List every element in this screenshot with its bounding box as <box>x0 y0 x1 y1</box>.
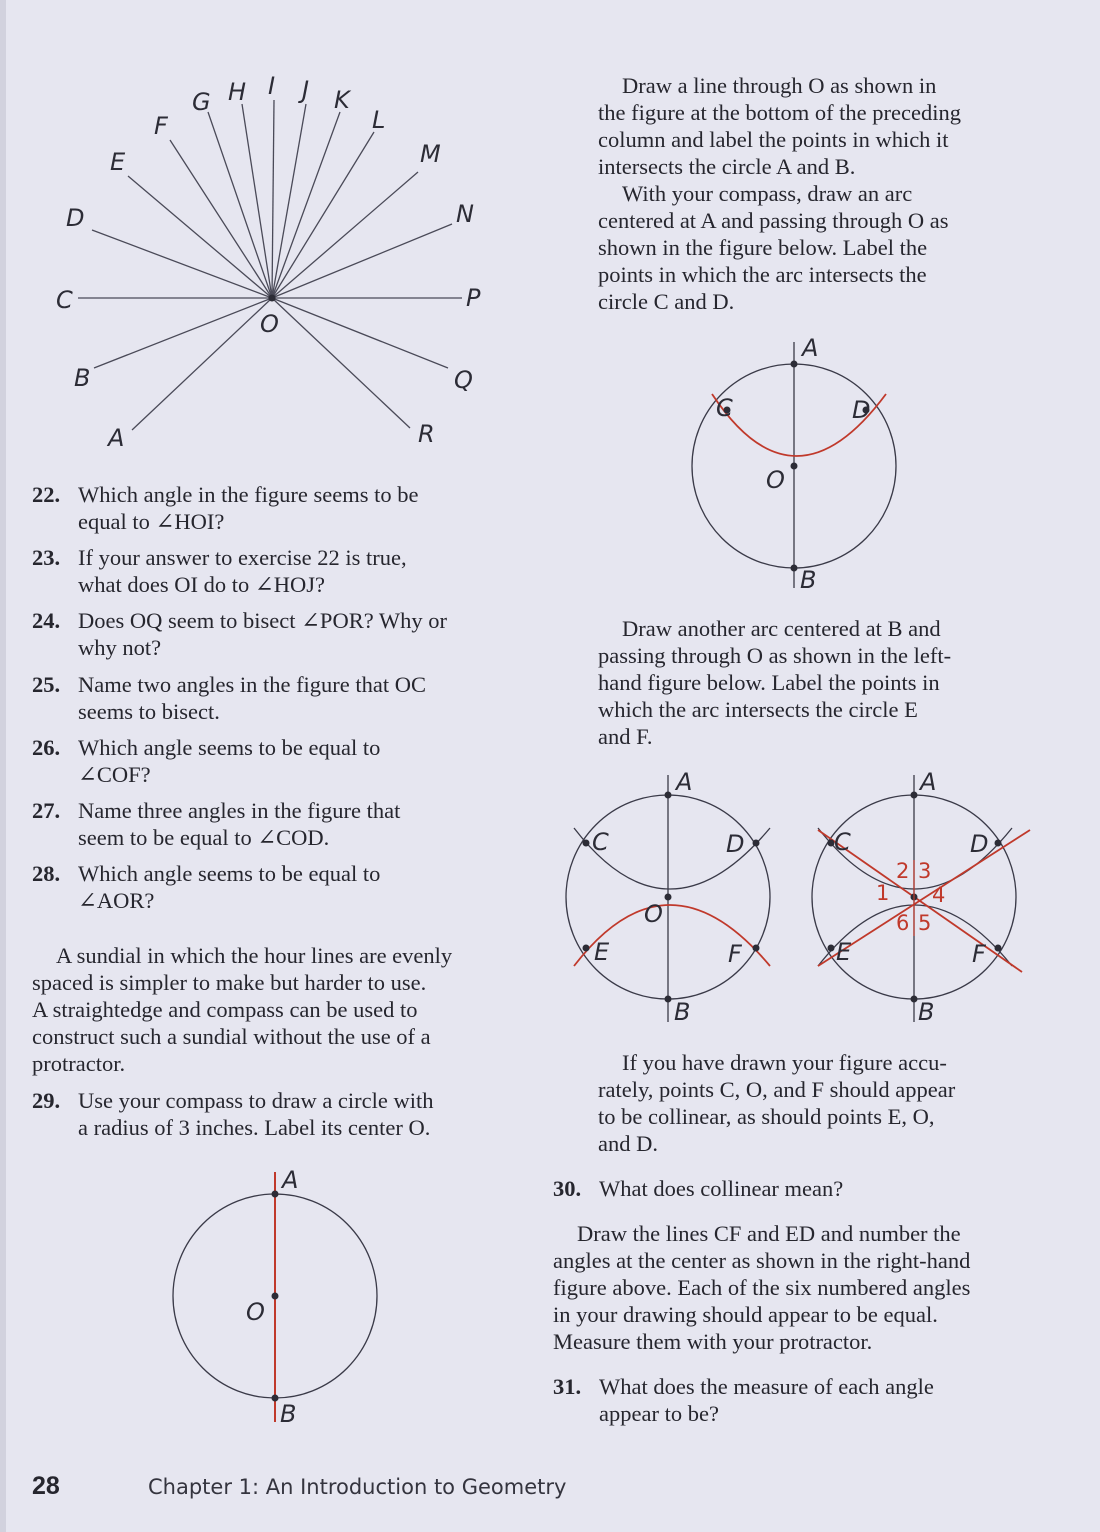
circle-diameter-figure <box>160 1160 390 1430</box>
circle-label-a: A <box>282 1166 299 1194</box>
ray-label-h: H <box>228 78 247 106</box>
exercise-26: 26. Which angle seems to be equal to ∠COF? <box>32 735 381 787</box>
ray-label-o: O <box>260 310 279 338</box>
circle-label-o: O <box>246 1298 265 1326</box>
ray-label-n: N <box>456 200 474 228</box>
exercise-23: 23. If your answer to exercise 22 is true, what does OI do to ∠HOJ? <box>32 545 407 597</box>
ray-label-q: Q <box>454 366 473 394</box>
sundial-paragraph: A sundial in which the hour lines are evenly spaced is simpler to make but harder to use. A straightedge and compass can be used to construct such a sundial without the use of a protractor. <box>32 943 453 1076</box>
numbered-angles-figure <box>800 765 1045 1030</box>
exercise-29: 29. Use your compass to draw a circle with a radius of 3 inches. Label its center O. <box>32 1088 434 1140</box>
ray-label-m: M <box>420 140 441 168</box>
circle-label-b: B <box>280 1400 297 1428</box>
ray-label-k: K <box>334 86 350 114</box>
exercise-30: 30. What does collinear mean? <box>553 1176 844 1201</box>
exercise-24: 24. Does OQ seem to bisect ∠POR? Why or why not? <box>32 608 448 660</box>
angle-number-2: 2 <box>896 859 910 883</box>
angle-number-6: 6 <box>896 911 910 935</box>
compass-arc-paragraph: With your compass, draw an arc centered at A and passing through O as shown in the figure below. Label the points in which the arc intersects the circle C and D. <box>598 181 949 314</box>
ray-figure <box>40 60 520 460</box>
arc-cd-label-d: D <box>852 396 871 424</box>
ray-label-g: G <box>192 88 211 116</box>
arc-cd-label-o: O <box>766 466 785 494</box>
ray-label-p: P <box>466 284 481 312</box>
ray-label-d: D <box>66 204 85 232</box>
arc-cd-label-a: A <box>802 334 819 362</box>
angle-number-5: 5 <box>918 911 932 935</box>
numbered-label-d: D <box>970 830 989 858</box>
angle-number-3: 3 <box>918 859 932 883</box>
numbered-label-f: F <box>972 940 986 968</box>
ray-label-b: B <box>74 364 91 392</box>
exercise-25: 25. Name two angles in the figure that OC seems to bisect. <box>32 672 427 724</box>
page-number: 28 <box>32 1472 60 1500</box>
angle-number-1: 1 <box>876 881 890 905</box>
ray-label-l: L <box>372 106 386 134</box>
numbered-label-a: A <box>920 768 937 796</box>
numbered-label-b: B <box>918 998 935 1026</box>
numbered-label-c: C <box>834 828 851 856</box>
arc-cd-figure <box>680 330 910 600</box>
arc-ef-label-c: C <box>592 828 609 856</box>
arc-ef-figure <box>560 765 780 1030</box>
ray-label-e: E <box>110 148 126 176</box>
draw-lines-paragraph: Draw the lines CF and ED and number the angles at the center as shown in the right-hand figure above. Each of the six numbered angles in your drawing should appear to be equal. Measure them with your protractor. <box>553 1221 971 1354</box>
ray-label-r: R <box>418 420 435 448</box>
exercise-28: 28. Which angle seems to be equal to ∠AOR? <box>32 861 381 913</box>
ray-label-c: C <box>56 286 73 314</box>
arc-ef-label-f: F <box>728 940 742 968</box>
arc-cd-label-b: B <box>800 566 817 594</box>
ray-label-j: J <box>302 76 310 104</box>
ray-label-f: F <box>154 112 168 140</box>
exercise-31: 31. What does the measure of each angle appear to be? <box>553 1374 934 1426</box>
another-arc-paragraph: Draw another arc centered at B and passing through O as shown in the left- hand figure below. Label the points in which the arc intersects the circle E and F. <box>598 616 952 749</box>
exercise-27: 27. Name three angles in the figure that seem to be equal to ∠COD. <box>32 798 401 850</box>
angle-number-4: 4 <box>932 883 946 907</box>
arc-cd-label-c: C <box>716 394 733 422</box>
ray-label-a: A <box>108 424 125 452</box>
arc-ef-label-a: A <box>676 768 693 796</box>
ray-label-i: I <box>268 72 276 100</box>
numbered-label-e: E <box>836 938 852 966</box>
page-edge <box>0 0 6 1532</box>
draw-line-paragraph: Draw a line through O as shown in the figure at the bottom of the preceding column and label the points in which it intersects the circle A and B. <box>598 73 961 179</box>
arc-ef-label-b: B <box>674 998 691 1026</box>
arc-ef-label-e: E <box>594 938 610 966</box>
arc-ef-label-d: D <box>726 830 745 858</box>
accurate-paragraph: If you have drawn your figure accu- rately, points C, O, and F should appear to be collinear, as should points E, O, and D. <box>598 1050 956 1156</box>
exercise-22: 22. Which angle in the figure seems to be equal to ∠HOI? <box>32 482 419 534</box>
arc-ef-label-o: O <box>644 900 663 928</box>
chapter-title: Chapter 1: An Introduction to Geometry <box>148 1475 567 1499</box>
